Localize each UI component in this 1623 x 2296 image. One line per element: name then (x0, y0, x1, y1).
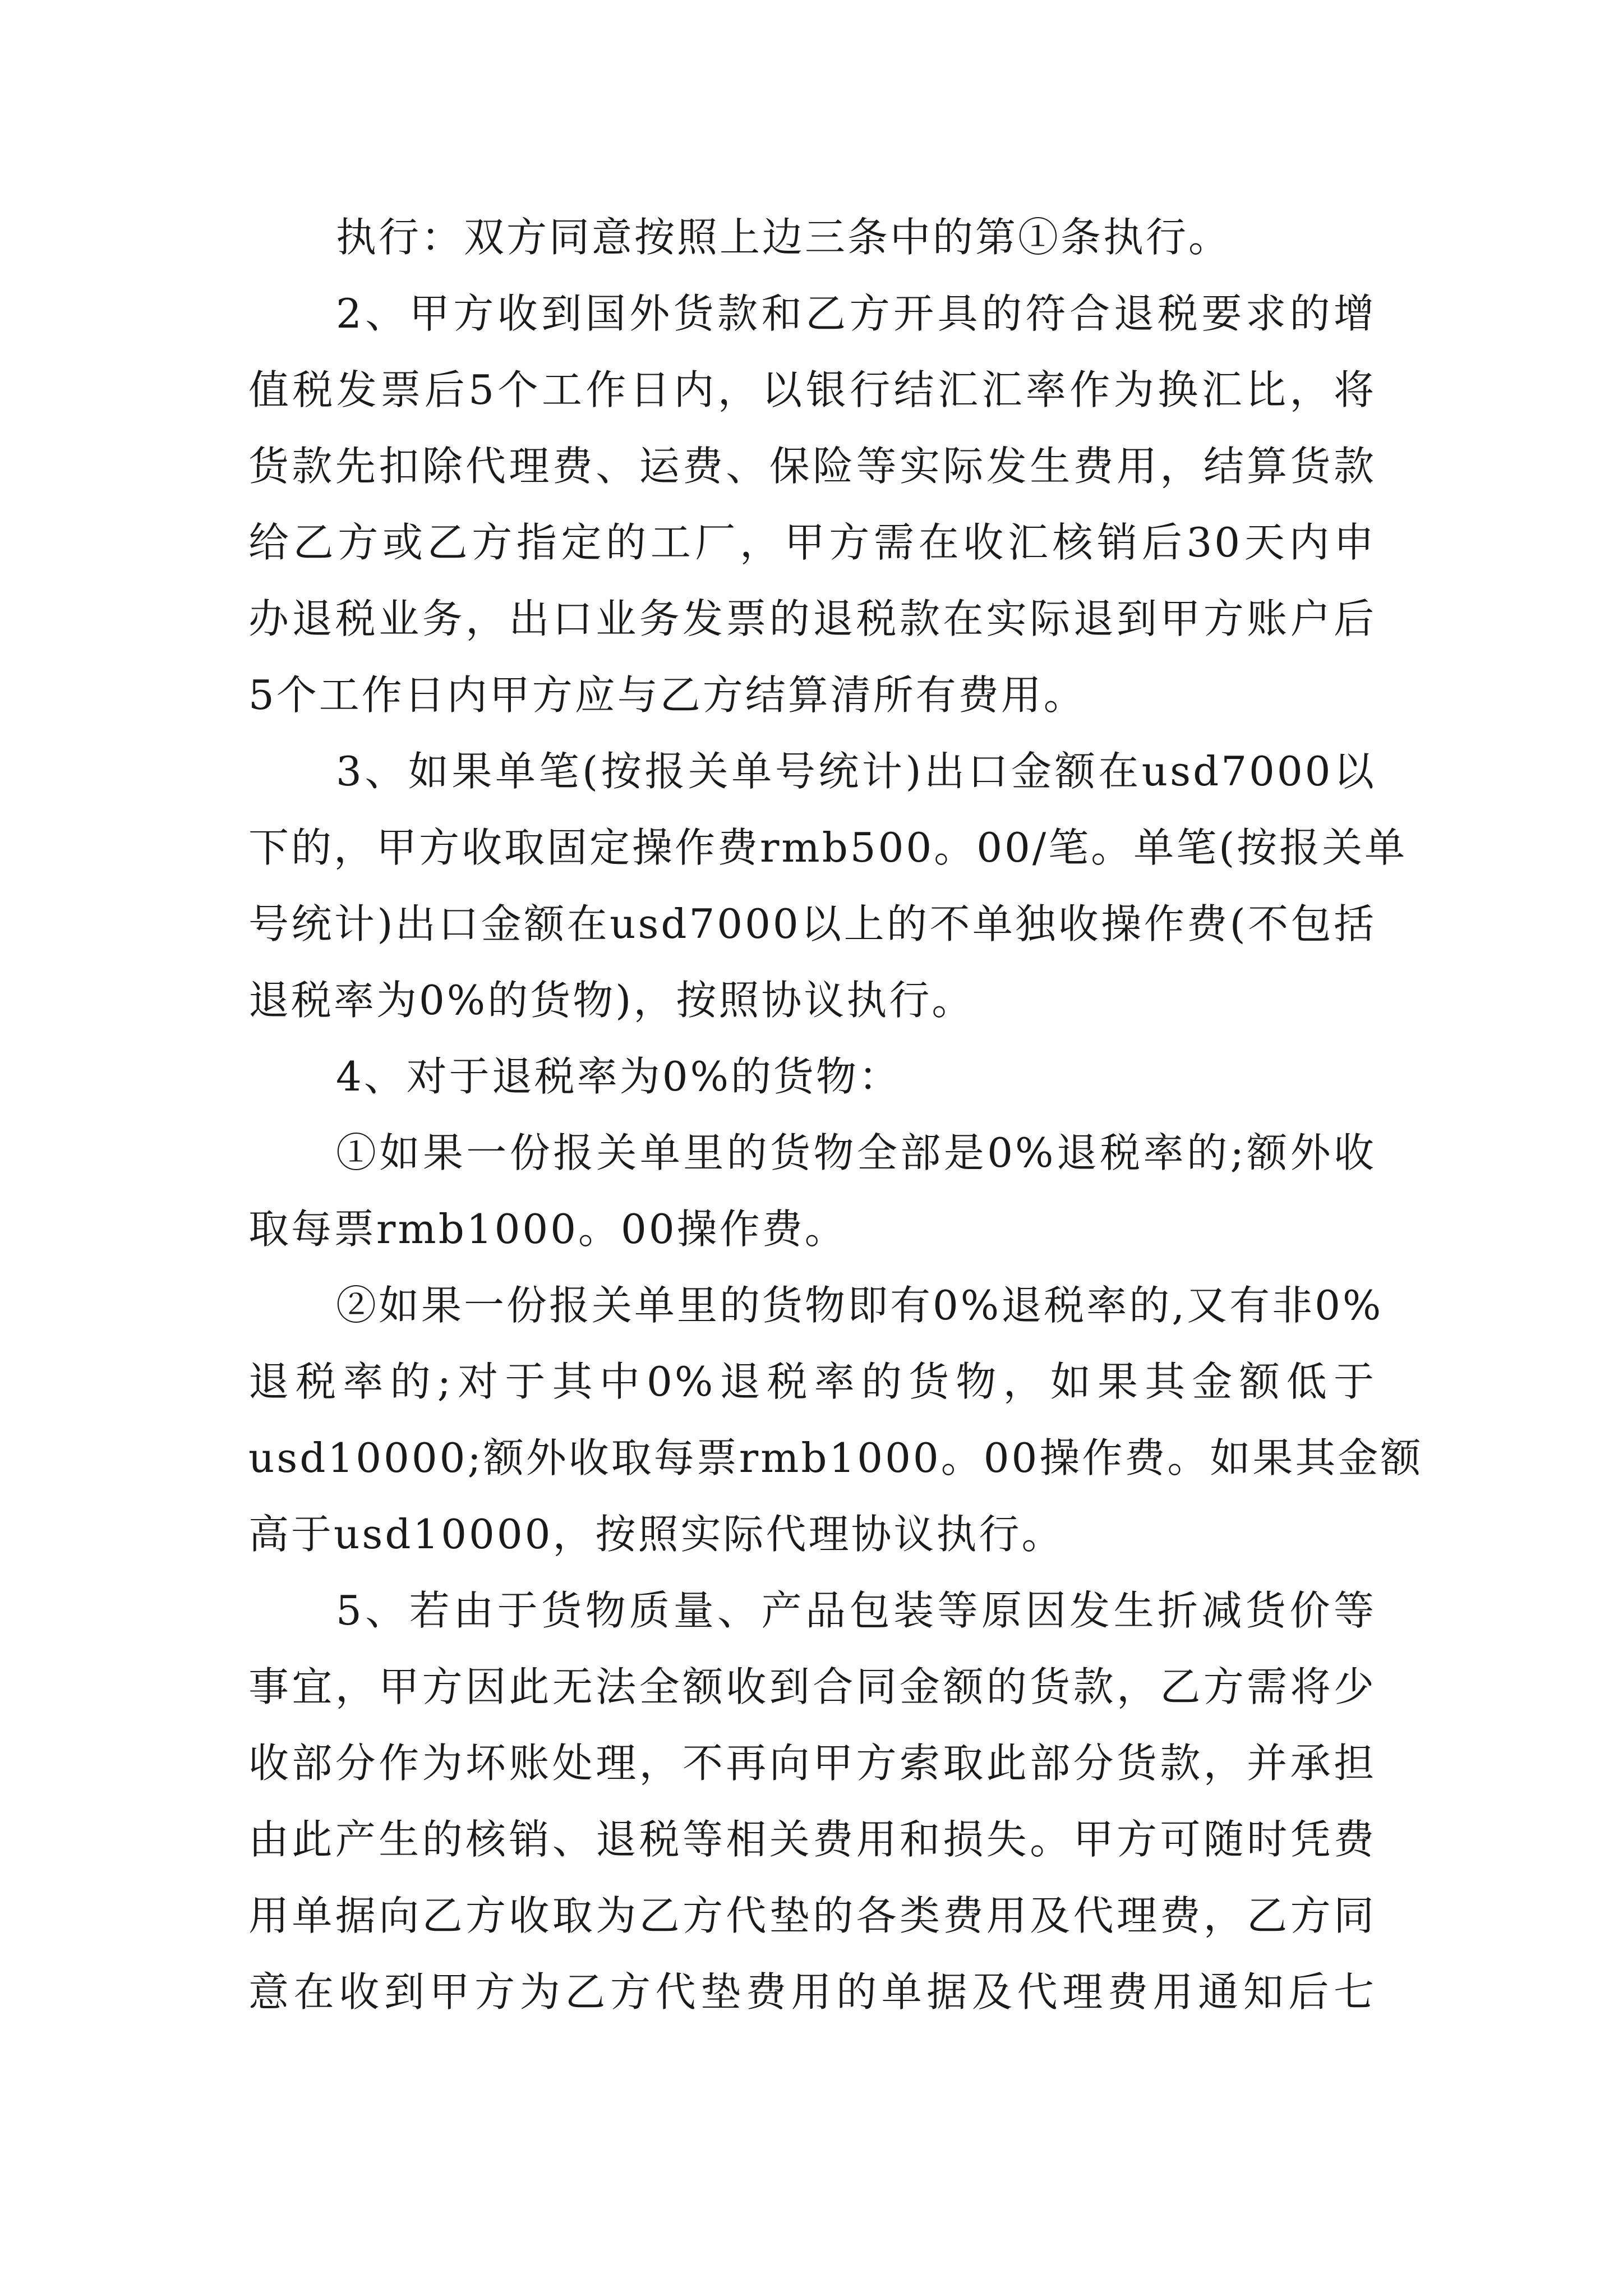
text-line: ①如果一份报关单里的货物全部是0%退税率的;额外收 (336, 1129, 1376, 1176)
text-line: 由此产生的核销、退税等相关费用和损失。甲方可随时凭费 (248, 1816, 1376, 1863)
text-line: 号统计)出口金额在usd7000以上的不单独收操作费(不包括 (248, 900, 1376, 947)
text-line: 给乙方或乙方指定的工厂，甲方需在收汇核销后30天内申 (248, 519, 1376, 566)
text-line: 用单据向乙方收取为乙方代垫的各类费用及代理费，乙方同 (248, 1892, 1376, 1939)
text-line: 事宜，甲方因此无法全额收到合同金额的货款，乙方需将少 (248, 1663, 1376, 1710)
text-line: 货款先扣除代理费、运费、保险等实际发生费用，结算货款 (248, 443, 1376, 490)
text-line: 收部分作为坏账处理，不再向甲方索取此部分货款，并承担 (248, 1740, 1376, 1787)
text-line: 退税率的;对于其中0%退税率的货物，如果其金额低于 (248, 1358, 1376, 1405)
text-line: usd10000;额外收取每票rmb1000。00操作费。如果其金额 (248, 1434, 1423, 1481)
text-line: 意在收到甲方为乙方代垫费用的单据及代理费用通知后七 (248, 1968, 1376, 2016)
text-line: 执行：双方同意按照上边三条中的第①条执行。 (336, 214, 1232, 261)
text-line: ②如果一份报关单里的货物即有0%退税率的,又有非0% (336, 1282, 1384, 1329)
text-line: 4、对于退税率为0%的货物： (336, 1053, 902, 1100)
text-line: 5、若由于货物质量、产品包装等原因发生折减货价等 (336, 1587, 1376, 1634)
text-line: 退税率为0%的货物)，按照协议执行。 (248, 977, 975, 1024)
text-line: 值税发票后5个工作日内，以银行结汇汇率作为换汇比，将 (248, 366, 1376, 413)
text-line: 3、如果单笔(按报关单号统计)出口金额在usd7000以 (336, 748, 1376, 795)
text-line: 办退税业务，出口业务发票的退税款在实际退到甲方账户后 (248, 595, 1376, 642)
text-line: 5个工作日内甲方应与乙方结算清所有费用。 (248, 671, 1086, 719)
document-body (248, 199, 1423, 2030)
text-line: 2、甲方收到国外货款和乙方开具的符合退税要求的增 (336, 290, 1376, 337)
text-line: 取每票rmb1000。00操作费。 (248, 1205, 847, 1253)
text-line: 高于usd10000，按照实际代理协议执行。 (248, 1511, 1064, 1558)
text-line: 下的，甲方收取固定操作费rmb500。00/笔。单笔(按报关单 (248, 824, 1408, 871)
